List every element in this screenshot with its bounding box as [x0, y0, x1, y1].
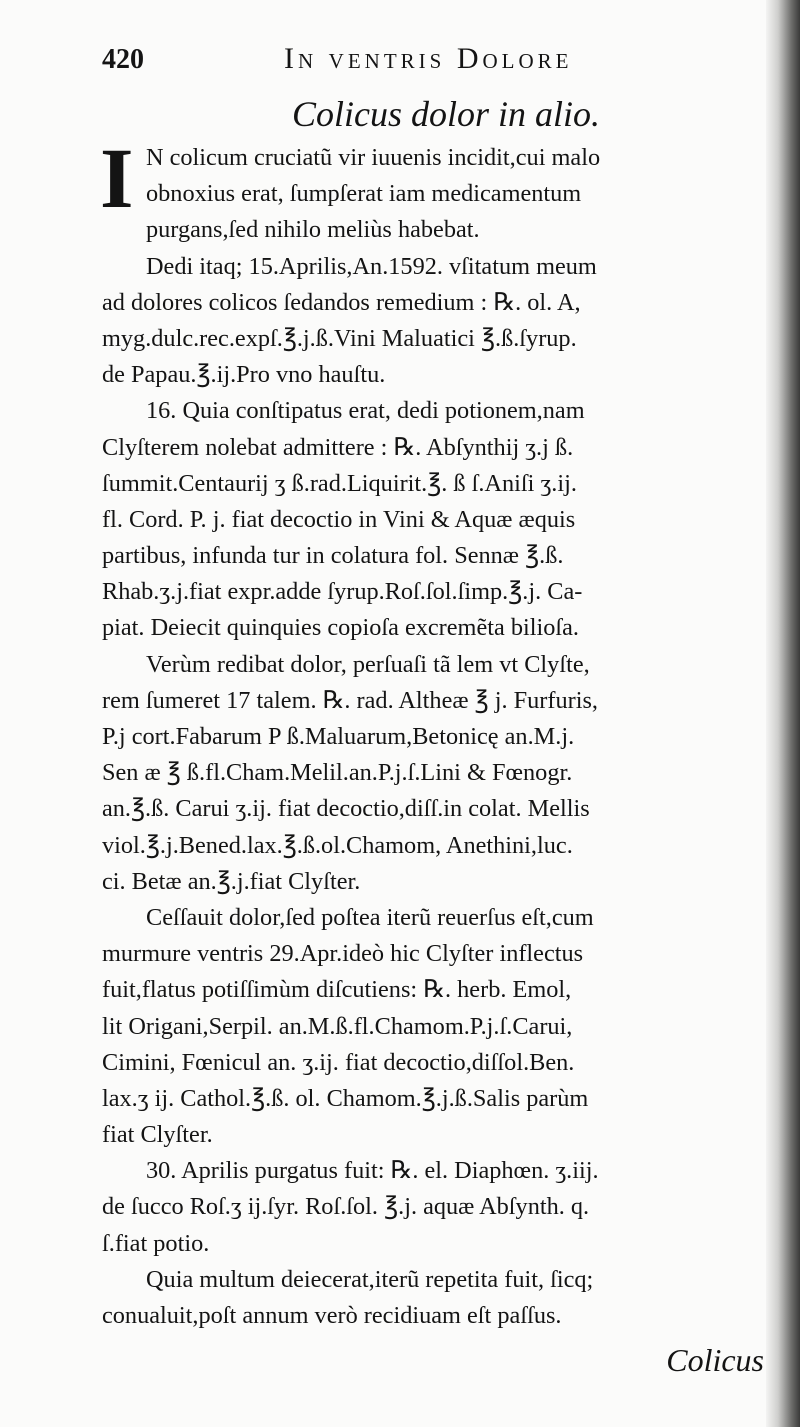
- text-line: lax.ʒ ij. Cathol.℥.ß. ol. Chamom.℥.j.ß.Salis parùm: [102, 1084, 589, 1112]
- paragraph-6: [102, 1153, 770, 1262]
- section-title: Colicus dolor in alio.: [291, 94, 601, 134]
- catchword: Colicus: [666, 1342, 764, 1379]
- text-line: Cimini, Fœnicul an. ʒ.ij. fiat decoctio,diſſol.Ben.: [102, 1048, 575, 1076]
- text-line: 16. Quia conſtipatus erat, dedi potionem,nam: [146, 397, 585, 425]
- drop-cap: I: [100, 130, 134, 226]
- page-number: 420: [102, 44, 144, 75]
- text-line: murmure ventris 29.Apr.ideò hic Clyſter inflectus: [102, 940, 584, 968]
- text-line: de ſucco Roſ.ʒ ij.ſyr. Roſ.ſol. ℥.j. aquæ Abſynth. q.: [102, 1193, 590, 1221]
- text-line: fuit,flatus potiſſimùm diſcutiens: ℞. herb. Emol,: [102, 976, 572, 1004]
- text-line: viol.℥.j.Bened.lax.℥.ß.ol.Chamom, Anethini,luc.: [102, 831, 573, 859]
- text-line: Sen æ ℥ ß.fl.Cham.Melil.an.P.j.ſ.Lini & Fœnogr.: [102, 759, 573, 787]
- text-line: an.℥.ß. Carui ʒ.ij. fiat decoctio,diſſ.in colat. Mellis: [102, 795, 590, 823]
- paragraph-3: [102, 393, 770, 646]
- text-line: Quia multum deiecerat,iterũ repetita fuit, ſicq;: [146, 1265, 594, 1293]
- text-line: fl. Cord. P. j. fiat decoctio in Vini & Aquæ æquis: [102, 505, 576, 533]
- text-line: 30. Aprilis purgatus fuit: ℞. el. Diaphœn. ʒ.iij.: [146, 1157, 599, 1185]
- text-line: partibus, infunda tur in colatura fol. Sennæ ℥.ß.: [102, 542, 564, 570]
- paragraph-2: [102, 249, 770, 394]
- text-line: conualuit,poſt annum verò recidiuam eſt paſſus.: [102, 1302, 562, 1329]
- binding-shadow: [766, 0, 800, 1427]
- paragraph-5: [102, 900, 770, 1153]
- text-line: ſ.fiat potio.: [102, 1229, 210, 1257]
- text-line: rem ſumeret 17 talem. ℞. rad. Altheæ ℥ j. Furfuris,: [102, 686, 599, 714]
- paragraph-7: [102, 1262, 770, 1334]
- text-line: ad dolores colicos ſedandos remedium : ℞. ol. A,: [102, 288, 581, 316]
- text-line: Ceſſauit dolor,ſed poſtea iterũ reuerſus eſt,cum: [146, 903, 594, 931]
- text-line: piat. Deiecit quinquies copioſa excremẽta bilioſa.: [102, 614, 579, 642]
- page-content: [102, 40, 770, 1380]
- text-line: ci. Betæ an.℥.j.fiat Clyſter.: [102, 867, 361, 895]
- text-line: lit Origani,Serpil. an.M.ß.fl.Chamom.P.j.ſ.Carui,: [102, 1012, 573, 1040]
- text-line: Verùm redibat dolor, perſuaſi tã lem vt Clyſte,: [146, 650, 590, 678]
- text-line: N colicum cruciatũ vir iuuenis incidit,cui malo: [146, 144, 601, 171]
- body-text: [100, 130, 770, 1334]
- text-line: fiat Clyſter.: [102, 1121, 213, 1149]
- text-line: myg.dulc.rec.expſ.℥.j.ß.Vini Maluatici ℥.ß.ſyrup.: [102, 324, 577, 352]
- text-line: Clyſterem nolebat admittere : ℞. Abſynthij ʒ.j ß.: [102, 433, 574, 461]
- running-title: In ventris Dolore: [284, 42, 573, 75]
- text-line: Rhab.ʒ.j.fiat expr.adde ſyrup.Roſ.ſol.ſimp.℥.j. Ca-: [102, 578, 583, 606]
- text-line: ſummit.Centaurij ʒ ß.rad.Liquirit.℥. ß ſ.Aniſi ʒ.ij.: [102, 469, 577, 497]
- paragraph-4: [102, 647, 770, 900]
- paragraph-1: [100, 130, 770, 249]
- text-line: Dedi itaq; 15.Aprilis,An.1592. vſitatum meum: [146, 252, 597, 280]
- text-line: obnoxius erat, ſumpſerat iam medicamentum: [146, 180, 582, 208]
- text-line: de Papau.℥.ij.Pro vno hauſtu.: [102, 361, 386, 389]
- text-line: purgans,ſed nihilo meliùs habebat.: [146, 216, 480, 244]
- text-line: P.j cort.Fabarum P ß.Maluarum,Betonicę an.M.j.: [102, 723, 575, 750]
- running-head: [102, 40, 770, 92]
